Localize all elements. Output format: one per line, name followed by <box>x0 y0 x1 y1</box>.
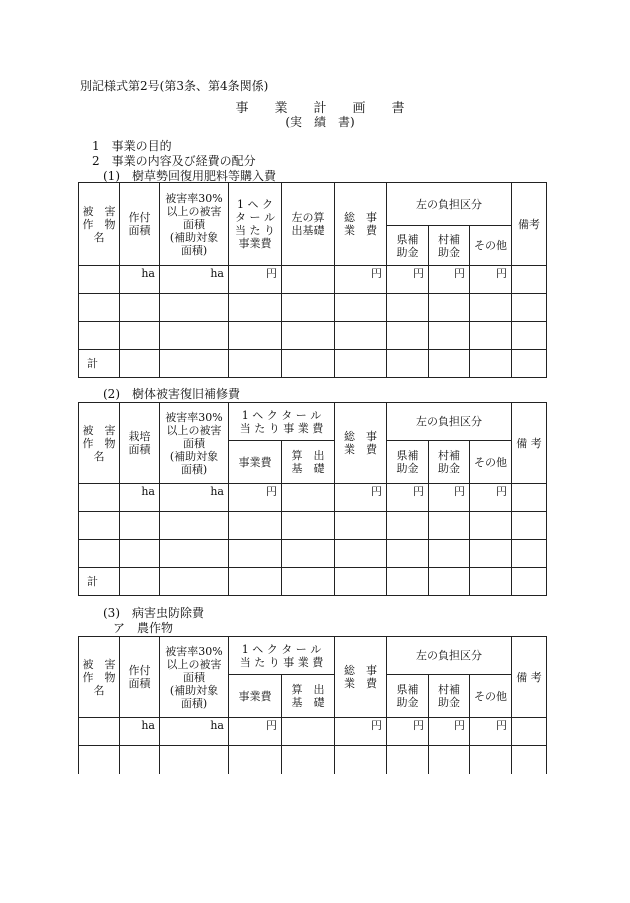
document-title: 事 業 計 画 書 <box>235 101 405 116</box>
unit-ha: ha <box>160 718 229 746</box>
table-row <box>79 512 547 540</box>
cell[interactable] <box>512 322 547 350</box>
unit-ha: ha <box>160 484 229 512</box>
header-other: その他 <box>470 226 512 266</box>
cell[interactable] <box>470 350 512 378</box>
cell[interactable] <box>79 322 120 350</box>
header-area: 作付 面積 <box>120 183 160 266</box>
header-damaged-area: 被害率30% 以上の被害 面積 (補助対象 面積) <box>160 637 229 718</box>
header-area: 栽培 面積 <box>120 403 160 484</box>
sum-label: 計 <box>79 568 120 596</box>
cell[interactable] <box>160 322 229 350</box>
header-cost: 事業費 <box>229 441 282 484</box>
unit-ha: ha <box>160 266 229 294</box>
section-repair: (2) 樹体被害復旧補修費 <box>103 387 240 401</box>
cell[interactable] <box>160 294 229 322</box>
table-row <box>79 294 547 322</box>
unit-yen: 円 <box>470 718 512 746</box>
cell[interactable] <box>335 350 387 378</box>
cell[interactable] <box>282 512 335 540</box>
cell[interactable] <box>335 746 387 776</box>
cell[interactable] <box>512 350 547 378</box>
cell[interactable] <box>160 540 229 568</box>
header-total: 総 事 業 費 <box>335 183 387 266</box>
table-row-sum <box>79 568 547 596</box>
header-burden: 左の負担区分 <box>387 637 512 675</box>
cell[interactable] <box>160 350 229 378</box>
cell[interactable] <box>335 540 387 568</box>
subsection-crops: ア 農作物 <box>113 621 174 635</box>
cell[interactable] <box>120 322 160 350</box>
cell[interactable] <box>429 350 470 378</box>
cell[interactable] <box>79 540 120 568</box>
header-per-ha-cost: 1 ヘ ク タ ー ル 当 た り 事 業 費 <box>229 403 335 441</box>
unit-yen: 円 <box>387 266 429 294</box>
unit-yen: 円 <box>429 484 470 512</box>
cell[interactable] <box>512 568 547 596</box>
header-per-ha-cost: 1 ヘ ク タ ー ル 当 た り 事業費 <box>229 183 282 266</box>
cell-remarks[interactable] <box>512 266 547 294</box>
table-fertilizer <box>78 182 547 378</box>
unit-yen: 円 <box>387 718 429 746</box>
header-damaged-area: 被害率30% 以上の被害 面積 (補助対象 面積) <box>160 403 229 484</box>
cell[interactable] <box>79 512 120 540</box>
cell[interactable] <box>229 746 282 776</box>
cell[interactable] <box>512 540 547 568</box>
header-total: 総 事 業 費 <box>335 403 387 484</box>
header-pref-subsidy: 県補 助金 <box>387 226 429 266</box>
cell[interactable] <box>387 540 429 568</box>
cell[interactable] <box>429 746 470 776</box>
unit-ha: ha <box>120 266 160 294</box>
header-other: その他 <box>470 441 512 484</box>
cell[interactable] <box>387 294 429 322</box>
cell[interactable] <box>470 540 512 568</box>
document-subtitle: (実 績 書) <box>285 115 355 129</box>
header-per-ha-cost: 1 ヘ ク タ ー ル 当 た り 事 業 費 <box>229 637 335 675</box>
table-continuation-mask <box>76 774 550 780</box>
table-row-sum <box>79 350 547 378</box>
table-repair <box>78 402 547 596</box>
header-total: 総 事 業 費 <box>335 637 387 718</box>
header-village-subsidy: 村補 助金 <box>429 226 470 266</box>
unit-yen: 円 <box>229 266 282 294</box>
table-row <box>79 540 547 568</box>
cell[interactable] <box>282 540 335 568</box>
cell[interactable] <box>120 294 160 322</box>
unit-yen: 円 <box>335 718 387 746</box>
header-pref-subsidy: 県補 助金 <box>387 441 429 484</box>
cell[interactable] <box>229 540 282 568</box>
cell[interactable] <box>429 512 470 540</box>
cell-remarks[interactable] <box>512 484 547 512</box>
section-pest-control: (3) 病害虫防除費 <box>103 606 204 620</box>
cell[interactable] <box>429 294 470 322</box>
cell[interactable] <box>429 322 470 350</box>
cell[interactable] <box>160 746 229 776</box>
cell[interactable] <box>335 512 387 540</box>
header-remarks: 備 考 <box>512 637 547 718</box>
cell[interactable] <box>120 540 160 568</box>
section-fertilizer: (1) 樹草勢回復用肥料等購入費 <box>103 169 276 183</box>
cell[interactable] <box>387 568 429 596</box>
header-crop: 被 害 作 物 名 <box>79 403 120 484</box>
cell[interactable] <box>335 568 387 596</box>
cell[interactable] <box>387 322 429 350</box>
cell[interactable] <box>229 512 282 540</box>
cell[interactable] <box>229 294 282 322</box>
table-row <box>79 718 547 746</box>
unit-yen: 円 <box>429 266 470 294</box>
header-crop: 被 害 作 物 名 <box>79 637 120 718</box>
header-cost: 事業費 <box>229 675 282 718</box>
cell[interactable] <box>512 512 547 540</box>
cell[interactable] <box>229 568 282 596</box>
header-burden: 左の負担区分 <box>387 403 512 441</box>
unit-yen: 円 <box>335 266 387 294</box>
cell[interactable] <box>470 568 512 596</box>
header-basis: 算 出 基 礎 <box>282 441 335 484</box>
cell-basis[interactable] <box>282 266 335 294</box>
form-number: 別記様式第2号(第3条、第4条関係) <box>80 79 269 93</box>
cell-basis[interactable] <box>282 484 335 512</box>
cell[interactable] <box>387 746 429 776</box>
cell[interactable] <box>512 294 547 322</box>
unit-yen: 円 <box>470 266 512 294</box>
cell[interactable] <box>120 568 160 596</box>
cell[interactable] <box>470 746 512 776</box>
header-village-subsidy: 村補 助金 <box>429 441 470 484</box>
sum-label: 計 <box>79 350 120 378</box>
unit-yen: 円 <box>335 484 387 512</box>
header-basis: 左の算 出基礎 <box>282 183 335 266</box>
table-row <box>79 266 547 294</box>
header-area: 作付 面積 <box>120 637 160 718</box>
header-damaged-area: 被害率30% 以上の被害 面積 (補助対象 面積) <box>160 183 229 266</box>
cell[interactable] <box>160 512 229 540</box>
unit-ha: ha <box>120 718 160 746</box>
header-remarks: 備考 <box>512 183 547 266</box>
unit-yen: 円 <box>429 718 470 746</box>
cell[interactable] <box>120 512 160 540</box>
cell[interactable] <box>160 568 229 596</box>
unit-yen: 円 <box>229 718 282 746</box>
table-row <box>79 746 547 776</box>
cell[interactable] <box>470 322 512 350</box>
header-village-subsidy: 村補 助金 <box>429 675 470 718</box>
table-pest-control <box>78 636 547 776</box>
header-burden: 左の負担区分 <box>387 183 512 226</box>
header-other: その他 <box>470 675 512 718</box>
cell[interactable] <box>335 294 387 322</box>
header-crop: 被 害 作 物 名 <box>79 183 120 266</box>
item-purpose: 1 事業の目的 <box>92 139 172 153</box>
cell[interactable] <box>470 294 512 322</box>
cell[interactable] <box>335 322 387 350</box>
unit-yen: 円 <box>229 484 282 512</box>
cell[interactable] <box>282 746 335 776</box>
cell[interactable] <box>282 322 335 350</box>
unit-yen: 円 <box>387 484 429 512</box>
cell[interactable] <box>512 746 547 776</box>
table-row <box>79 484 547 512</box>
cell[interactable] <box>282 294 335 322</box>
table-row <box>79 322 547 350</box>
cell-crop[interactable] <box>79 718 120 746</box>
cell[interactable] <box>79 746 120 776</box>
unit-ha: ha <box>120 484 160 512</box>
cell[interactable] <box>120 746 160 776</box>
cell[interactable] <box>429 568 470 596</box>
cell[interactable] <box>79 294 120 322</box>
cell[interactable] <box>282 568 335 596</box>
cell[interactable] <box>120 350 160 378</box>
cell[interactable] <box>470 512 512 540</box>
cell[interactable] <box>429 540 470 568</box>
cell[interactable] <box>387 512 429 540</box>
header-pref-subsidy: 県補 助金 <box>387 675 429 718</box>
header-basis: 算 出 基 礎 <box>282 675 335 718</box>
header-remarks: 備 考 <box>512 403 547 484</box>
cell-crop[interactable] <box>79 266 120 294</box>
cell[interactable] <box>229 322 282 350</box>
item-content: 2 事業の内容及び経費の配分 <box>92 154 256 168</box>
cell[interactable] <box>229 350 282 378</box>
cell-crop[interactable] <box>79 484 120 512</box>
unit-yen: 円 <box>470 484 512 512</box>
cell[interactable] <box>282 350 335 378</box>
cell[interactable] <box>387 350 429 378</box>
cell-remarks[interactable] <box>512 718 547 746</box>
cell-basis[interactable] <box>282 718 335 746</box>
